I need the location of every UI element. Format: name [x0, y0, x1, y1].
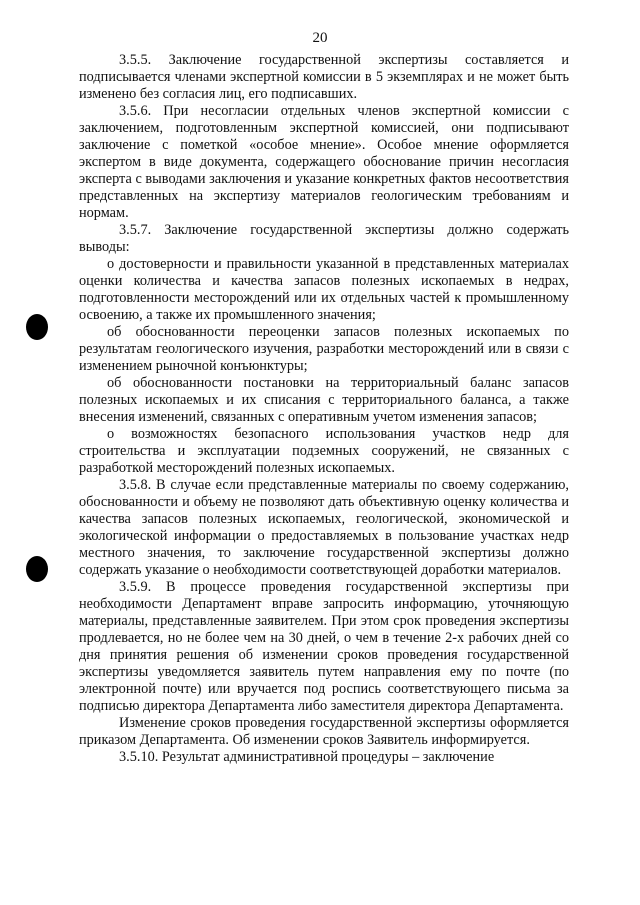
paragraph-term-change: Изменение сроков проведения государственной экспертизы оформляется приказом Департамента. Об изменении сроков Заявитель информируется.: [79, 715, 569, 748]
conclusion-item-reassessment: об обоснованности переоценки запасов полезных ископаемых по результатам геологического изучения, разработки месторождений или в связи с изменением рыночной конъюнктуры;: [79, 324, 569, 374]
paragraph-3-5-7: 3.5.7. Заключение государственной экспертизы должно содержать выводы:: [79, 222, 569, 255]
document-body: [79, 52, 569, 766]
conclusion-item-reliability: о достоверности и правильности указанной в представленных материалах оценки количества и качества запасов полезных ископаемых в недрах, подготовленности месторождений или их отдельных частей к промышленному освоению, а также их промышленного значения;: [79, 256, 569, 323]
paragraph-3-5-10: 3.5.10. Результат административной процедуры – заключение: [119, 749, 495, 765]
binder-hole-top: [26, 314, 48, 340]
paragraph-3-5-5: 3.5.5. Заключение государственной экспертизы составляется и подписывается членами экспертной комиссии в 5 экземплярах и не может быть изменено без согласия лиц, его подписавших.: [79, 52, 569, 102]
paragraph-3-5-9: 3.5.9. В процессе проведения государственной экспертизы при необходимости Департамент вправе запросить информацию, уточняющую материалы, представленные заявителем. При этом срок проведения экспертизы продлевается, но не более чем на 30 дней, о чем в течение 2-х рабочих дней со дня принятия решения об изменении сроков проведения государственной экспертизы уведомляется заявитель путем направления ему по почте (по электронной почте) или вручается под роспись соответствующего письма за подписью директора Департамента либо заместителя директора Департамента.: [79, 579, 569, 714]
paragraph-3-5-6: 3.5.6. При несогласии отдельных членов экспертной комиссии с заключением, подготовленным экспертной комиссией, они подписывают заключение с пометкой «особое мнение». Особое мнение оформляется экспертом в виде документа, содержащего обоснование причин несогласия эксперта с выводами заключения и указание конкретных фактов несоответствия представленных на экспертизу материалов геологическим требованиям и нормам.: [79, 103, 569, 221]
paragraph-3-5-8: 3.5.8. В случае если представленные материалы по своему содержанию, обоснованности и объему не позволяют дать объективную оценку количества и качества запасов полезных ископаемых, геологической, экономической и экологической информации о предоставляемых в пользование участках недр местного значения, то заключение государственной экспертизы должно содержать указание о необходимости соответствующей доработки материалов.: [79, 477, 569, 578]
page-number: 20: [312, 30, 328, 46]
conclusion-item-balance: об обоснованности постановки на территориальный баланс запасов полезных ископаемых и их списания с территориального баланса, а также внесения изменений, связанных с оперативным учетом изменения запасов;: [79, 375, 569, 425]
conclusion-item-safe-use: о возможностях безопасного использования участков недр для строительства и эксплуатации подземных сооружений, не связанных с разработкой месторождений полезных ископаемых.: [79, 426, 569, 476]
binder-hole-bottom: [26, 556, 48, 582]
